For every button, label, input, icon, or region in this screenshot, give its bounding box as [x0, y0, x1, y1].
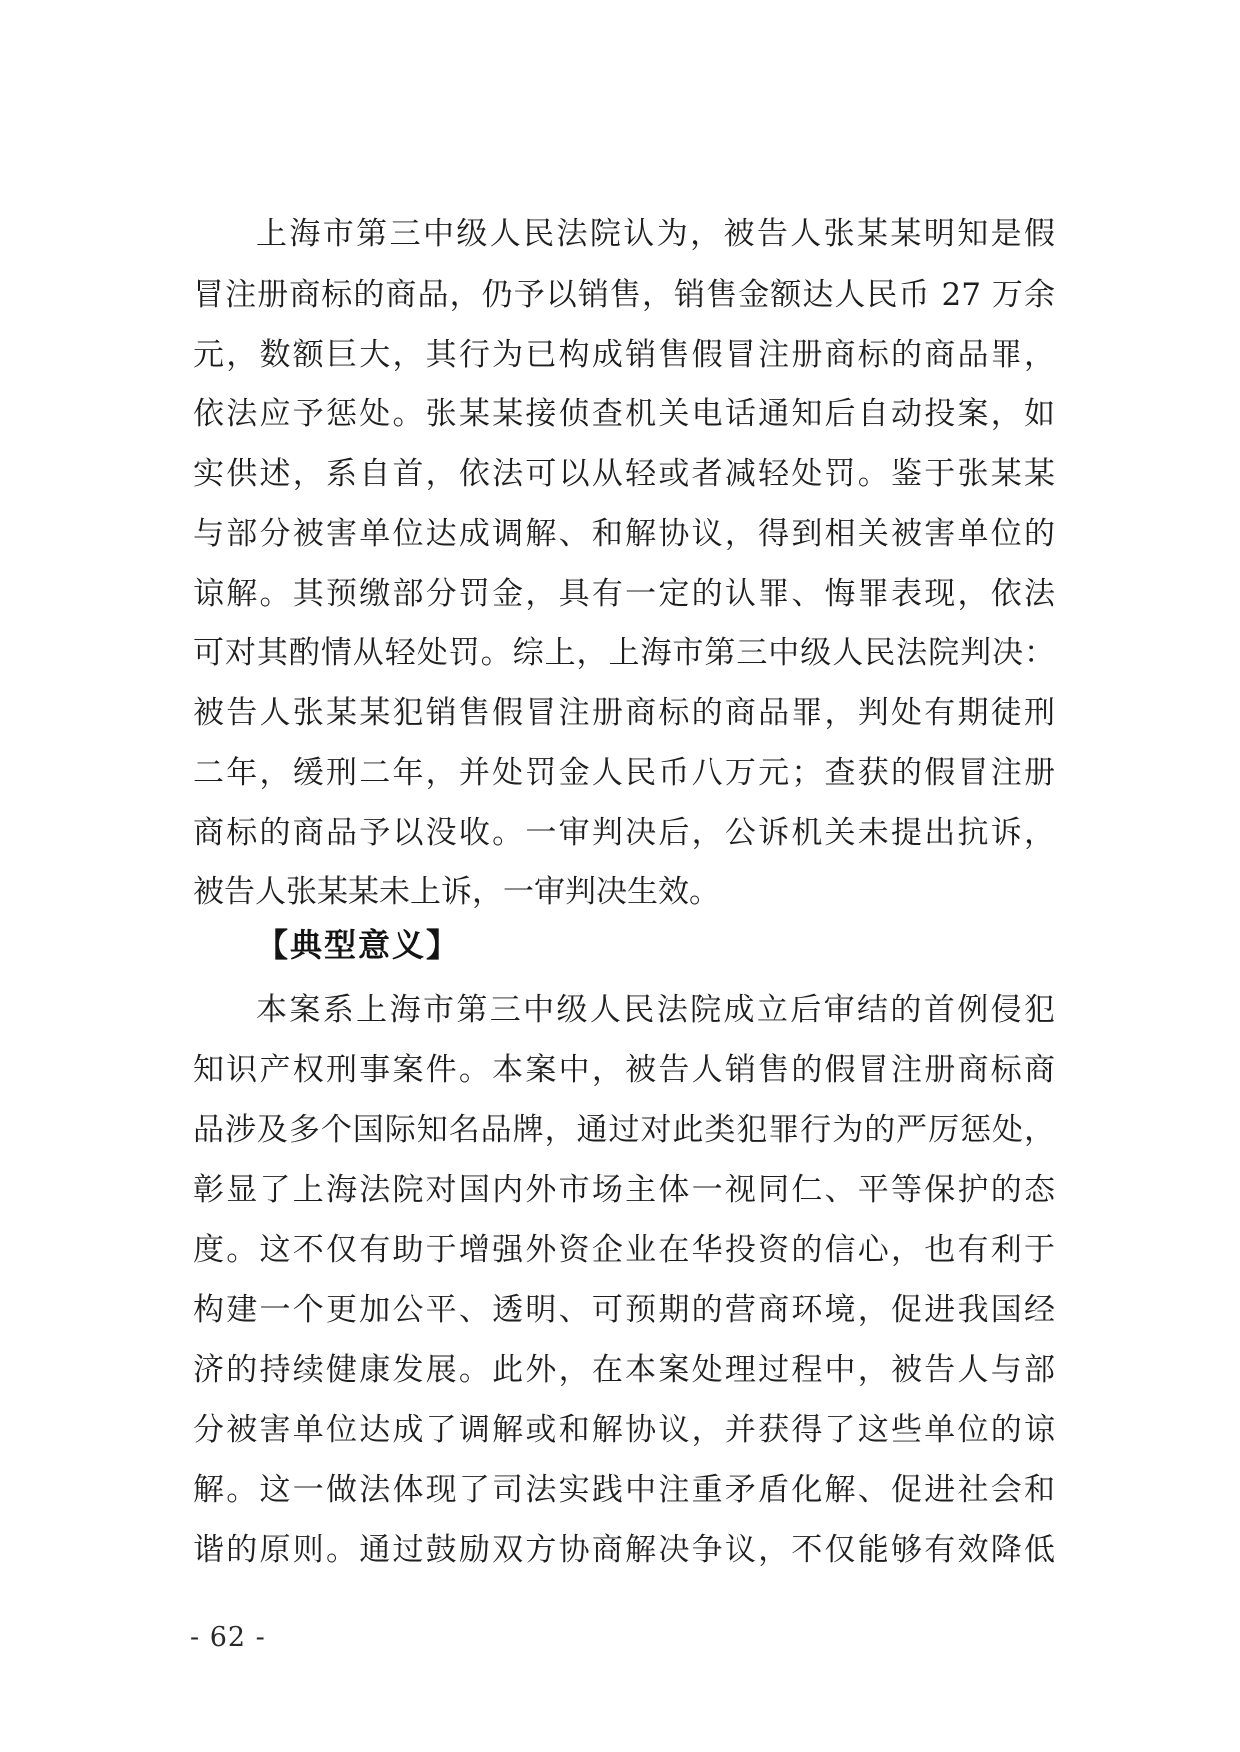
paragraph-2-line: 解。这一做法体现了司法实践中注重矛盾化解、促进社会和: [193, 1472, 1055, 1508]
paragraph-1-line: 依法应予惩处。张某某接侦查机关电话通知后自动投案，如: [193, 396, 1055, 432]
paragraph-1-line: 被告人张某某犯销售假冒注册商标的商品罪，判处有期徒刑: [193, 695, 1055, 731]
paragraph-1-line: 可对其酌情从轻处罚。综上，上海市第三中级人民法院判决：: [193, 635, 1055, 671]
paragraph-1-line: 与部分被害单位达成调解、和解协议，得到相关被害单位的: [193, 516, 1055, 552]
paragraph-1-line: 实供述，系自首，依法可以从轻或者减轻处罚。鉴于张某某: [193, 456, 1055, 492]
paragraph-1-line: 谅解。其预缴部分罚金，具有一定的认罪、悔罪表现，依法: [193, 576, 1055, 612]
paragraph-2-line: 本案系上海市第三中级人民法院成立后审结的首例侵犯: [256, 992, 1055, 1028]
paragraph-2-line: 品涉及多个国际知名品牌，通过对此类犯罪行为的严厉惩处，: [193, 1112, 1055, 1148]
paragraph-2-line: 度。这不仅有助于增强外资企业在华投资的信心，也有利于: [193, 1232, 1055, 1268]
paragraph-1-line: 商标的商品予以没收。一审判决后，公诉机关未提出抗诉，: [193, 815, 1055, 851]
paragraph-1-line: 二年，缓刑二年，并处罚金人民币八万元；查获的假冒注册: [193, 755, 1055, 791]
paragraph-2-line: 济的持续健康发展。此外，在本案处理过程中，被告人与部: [193, 1352, 1055, 1388]
paragraph-1-line: 被告人张某某未上诉，一审判决生效。: [193, 874, 720, 910]
paragraph-2-line: 谐的原则。通过鼓励双方协商解决争议，不仅能够有效降低: [193, 1532, 1055, 1568]
paragraph-1-line: 元，数额巨大，其行为已构成销售假冒注册商标的商品罪，: [193, 337, 1055, 373]
section-heading: 【典型意义】: [256, 926, 461, 964]
paragraph-1-line: 上海市第三中级人民法院认为，被告人张某某明知是假: [256, 216, 1055, 252]
paragraph-2-line: 构建一个更加公平、透明、可预期的营商环境，促进我国经: [193, 1292, 1055, 1328]
paragraph-2-line: 分被害单位达成了调解或和解协议，并获得了这些单位的谅: [193, 1412, 1055, 1448]
paragraph-2-line: 彰显了上海法院对国内外市场主体一视同仁、平等保护的态: [193, 1172, 1055, 1208]
page-number: - 62 -: [190, 1622, 266, 1653]
paragraph-2-line: 知识产权刑事案件。本案中，被告人销售的假冒注册商标商: [193, 1052, 1055, 1088]
paragraph-1-line: 冒注册商标的商品，仍予以销售，销售金额达人民币 27 万余: [193, 277, 1055, 313]
